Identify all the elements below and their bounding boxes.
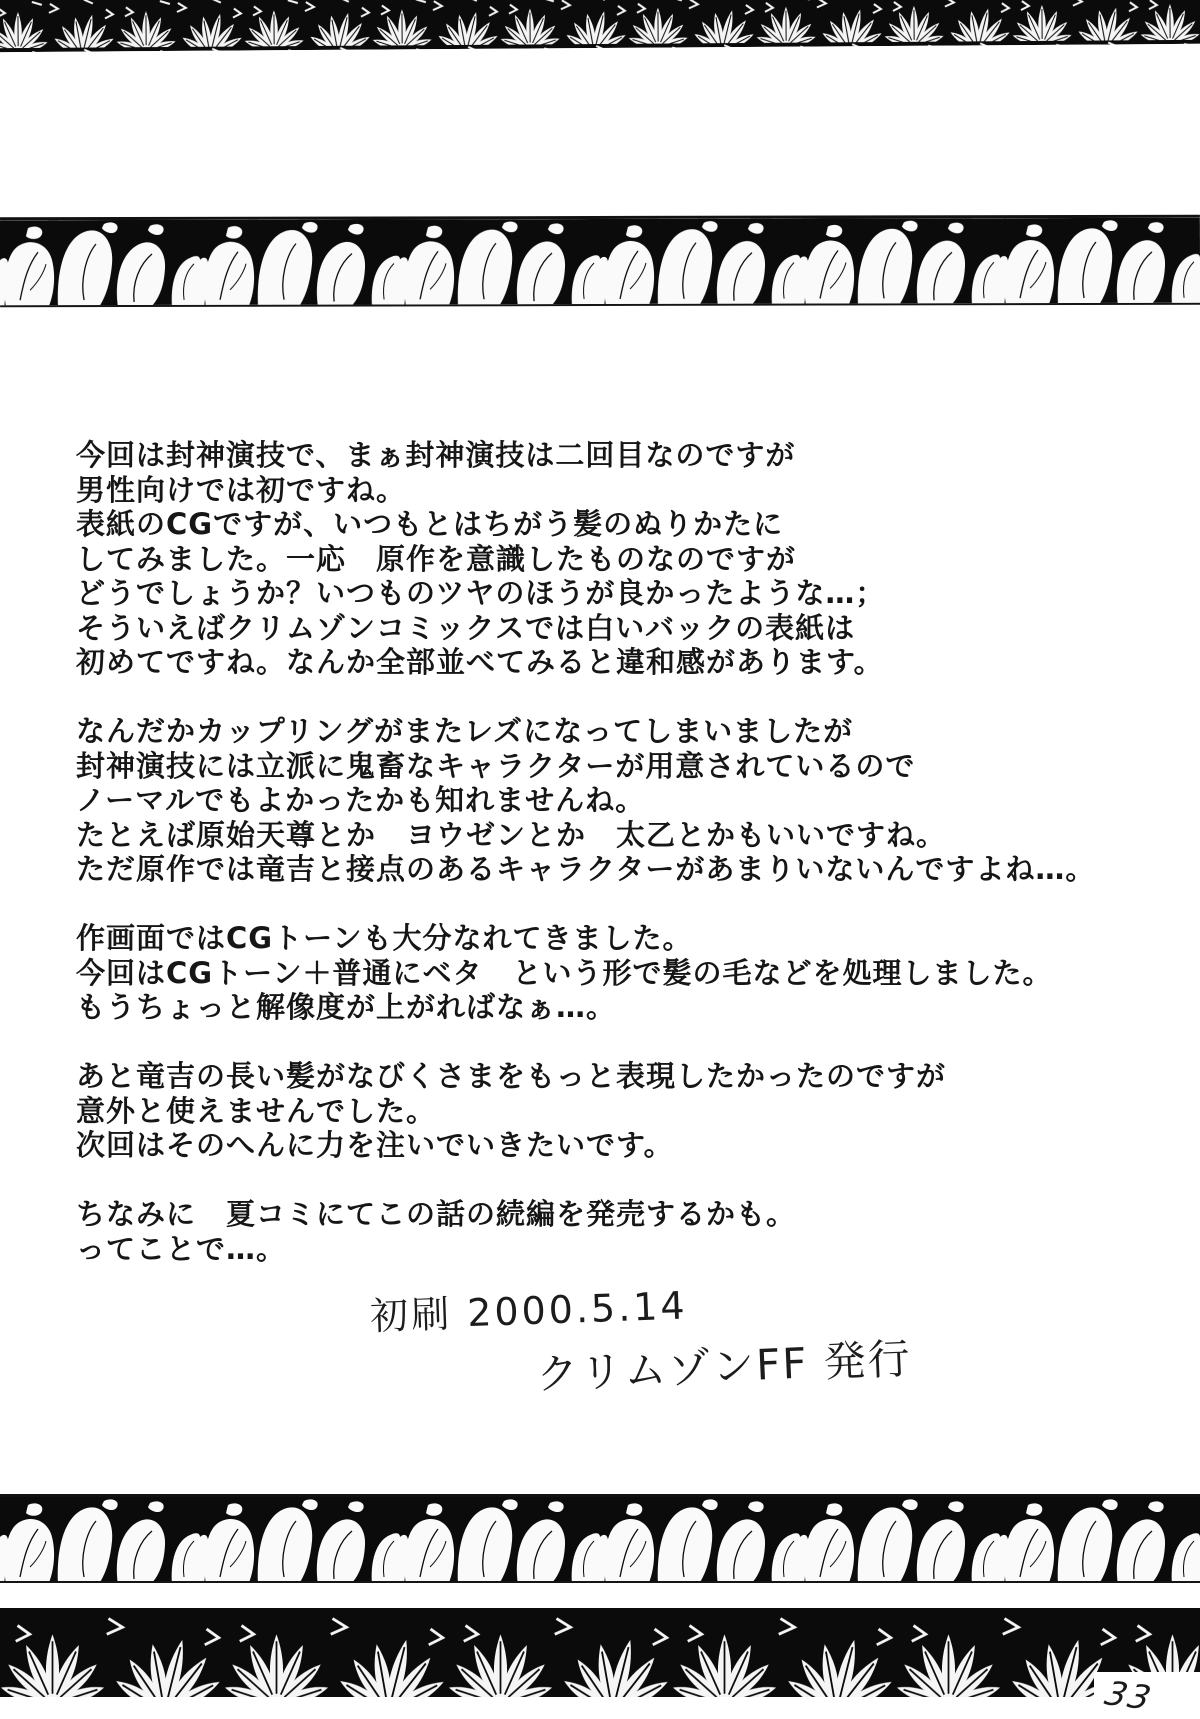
afterword-line: してみました。一応 原作を意識したものなのですが [76,541,797,576]
afterword-line: なんだかカップリングがまたレズになってしまいましたが [76,714,854,748]
rock-woodcut-divider-lower [0,1494,1200,1583]
afterword-line: どうでしょうか？いつものツヤのほうが良かったような…； [76,576,886,610]
afterword-line: ちなみに 夏コミにてこの話の続編を発売するかも。 [76,1197,797,1231]
afterword-line [76,680,1146,715]
afterword-line: 作画面ではCGトーンも大分なれてきました。 [76,921,693,955]
leaf-woodcut-border-top [0,0,1200,52]
afterword-line: 意外と使えませんでした。 [76,1093,437,1128]
afterword-line: 初めてですね。なんか全部並べてみると違和感があります。 [76,645,884,679]
afterword-line: あと竜吉の長い髪がなびくさまをもっと表現したかったのですが [76,1059,947,1093]
leaf-woodcut-border-bottom [0,1608,1200,1697]
afterword-line [76,887,1146,922]
afterword-line [76,1163,1146,1198]
afterword-line: ノーマルでもよかったかも知れませんね。 [76,783,646,817]
afterword-line: 次回はそのへんに力を注いでいきたいです。 [76,1128,674,1162]
afterword-line: 今回は封神演技で、まぁ封神演技は二回目なのですが [76,438,796,472]
page-number: 33 [1101,1673,1157,1718]
afterword-line: ただ原作では竜吉と接点のあるキャラクターがあまりいないんですよね…。 [76,852,1096,886]
afterword-line: たとえば原始天尊とか ヨウゼンとか 太乙とかもいいですね。 [76,817,947,852]
afterword-line: 今回はCGトーン＋普通にベタ という形で髪の毛などを処理しました。 [76,955,1053,990]
afterword-line: 封神演技には立派に鬼畜なキャラクターが用意されているので [76,748,916,783]
afterword-line: もうちょっと解像度が上がればなぁ…。 [76,990,617,1024]
afterword-line: そういえばクリムゾンコミックスでは白いバックの表紙は [76,610,856,645]
colophon-first-printing-date: 初刷 2000.5.14 [369,1283,689,1339]
afterword-line [76,1025,1146,1060]
colophon-publisher-line: クリムゾンFF 発行 [535,1333,913,1400]
afterword-text-block [76,438,1146,1266]
afterword-line: 表紙のCGですが、いつもとはちがう髪のぬりかたに [76,507,784,541]
afterword-line: ってことで…。 [76,1231,287,1266]
afterword-line: 男性向けでは初ですね。 [76,472,407,507]
rock-woodcut-divider-upper [0,215,1200,308]
